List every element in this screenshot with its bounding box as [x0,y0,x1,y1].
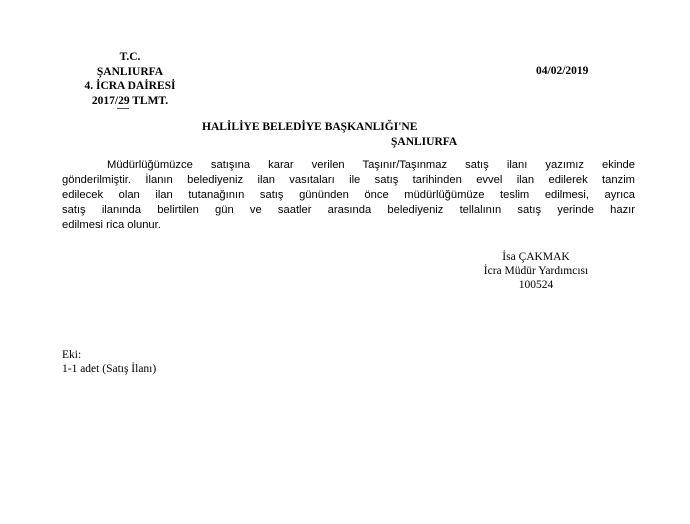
header-line-country: T.C. [119,51,141,63]
header-line-city: ŞANLIURFA [96,65,164,78]
decorative-underline [117,108,129,109]
body-line: satış ilanında belirtilen gün ve saatler arasında belediyeniz tellalının satış yerinde hazır [62,204,635,216]
recipient-block [202,120,457,150]
body-line: edilecek olan ilan tutanağının satış gününden önce müdürlüğümüze teslim edilmesi, ayrıca [62,189,635,201]
body-line: Müdürlüğümüzce satışına karar verilen Taşınır/Taşınmaz satış ilanı yazımız ekinde [107,159,635,171]
signatory-title: İcra Müdür Yardımcısı [483,265,589,277]
signatory-id: 100524 [518,279,554,291]
recipient-name: HALİLİYE BELEDİYE BAŞKANLIĞI'NE [202,121,418,133]
body-line: edilmesi rica olunur. [62,219,161,231]
institution-header [55,50,205,108]
signature-block [466,250,606,292]
signatory-name: İsa ÇAKMAK [502,251,570,263]
body-line: gönderilmiştir. İlanın belediyeniz ilan vasıtaları ile satış tarihinden evvel ilan edilerek tanzim [62,174,635,186]
header-line-office: 4. İCRA DAİRESİ [84,80,176,92]
attachments-block [62,348,156,376]
header-line-file-number: 2017/29 TLMT. [91,94,169,107]
document-date: 04/02/2019 [536,65,589,77]
attachments-label: Eki: [62,349,82,361]
recipient-city: ŞANLIURFA [391,136,458,148]
letter-body [62,158,635,233]
attachment-item: 1-1 adet (Satış İlanı) [62,363,157,375]
